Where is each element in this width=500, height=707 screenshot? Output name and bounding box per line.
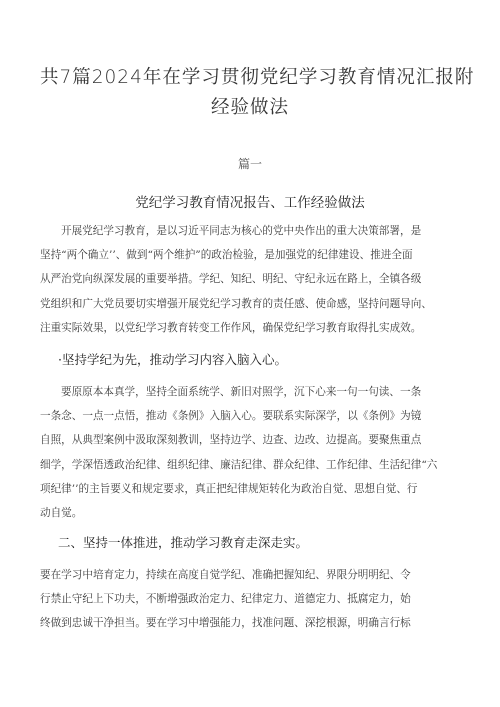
paragraph-line: 项纪律’’的主旨要义和规定要求，真正把纪律规矩转化为政治自觉、思想自觉、行 <box>40 482 418 495</box>
heading-1: ·坚持学纪为先，推动学习内容入脑入心。 <box>58 352 287 367</box>
paragraph-line: 细学，学深悟透政治纪律、组织纪律、廉洁纪律、群众纪律、工作纪律、生活纪律“六 <box>40 458 438 471</box>
paragraph-line: 注重实际效果，以党纪学习教育转变工作作风，确保党纪学习教育取得扎实成效。 <box>40 321 422 334</box>
part-label: 篇一 <box>237 157 262 171</box>
paragraph-1 <box>40 380 465 525</box>
intro-paragraph <box>40 219 465 340</box>
paragraph-line: 一条念、一点一点悟，推动《条例》入脑入心。要联系实际深学，以《条例》为镜 <box>40 410 422 423</box>
heading-2: 二、坚持一体推进，推动学习教育走深走实。 <box>58 535 309 550</box>
paragraph-line: 开展党纪学习教育，是以习近平同志为核心的党中央作出的重大决策部署，是 <box>61 225 422 237</box>
paragraph-line: 要在学习中培育定力，持续在高度自觉学纪、准确把握知纪、界限分明明纪、令 <box>40 569 411 581</box>
title-line-1: 共7篇2024年在学习贯彻党纪学习教育情况汇报附 <box>40 67 475 88</box>
document-title <box>40 63 475 123</box>
paragraph-line: 终做到忠诚干净担当。要在学习中增强能力，找准问题、深挖根源，明确言行标 <box>40 617 411 630</box>
paragraph-line: 党组织和广大党员要切实增强开展党纪学习教育的责任感、使命感，坚持问题导向、 <box>40 297 432 310</box>
paragraph-line: 坚持“两个确立’’、做到“两个维护”的政治检验，是加强党的纪律建设、推进全面 <box>40 249 413 262</box>
paragraph-line: 动自觉。 <box>40 506 83 519</box>
title-line-2: 经验做法 <box>210 97 289 118</box>
paragraph-line: 从严治党向纵深发展的重要举措。学纪、知纪、明纪、守纪永远在路上，全镇各级 <box>40 273 422 286</box>
paragraph-line: 自照，从典型案例中汲取深刻教训，坚持边学、边查、边改、边提高。要聚焦重点 <box>40 434 422 447</box>
paragraph-2 <box>40 563 465 636</box>
section-title: 党纪学习教育情况报告、工作经验做法 <box>135 195 365 211</box>
paragraph-line: 行禁止守纪上下功夫，不断增强政治定力、纪律定力、道德定力、抵腐定力，始 <box>40 593 411 606</box>
paragraph-line: 要原原本本真学，坚持全面系统学、新旧对照学，沉下心来一句一句读、一条 <box>61 386 422 398</box>
